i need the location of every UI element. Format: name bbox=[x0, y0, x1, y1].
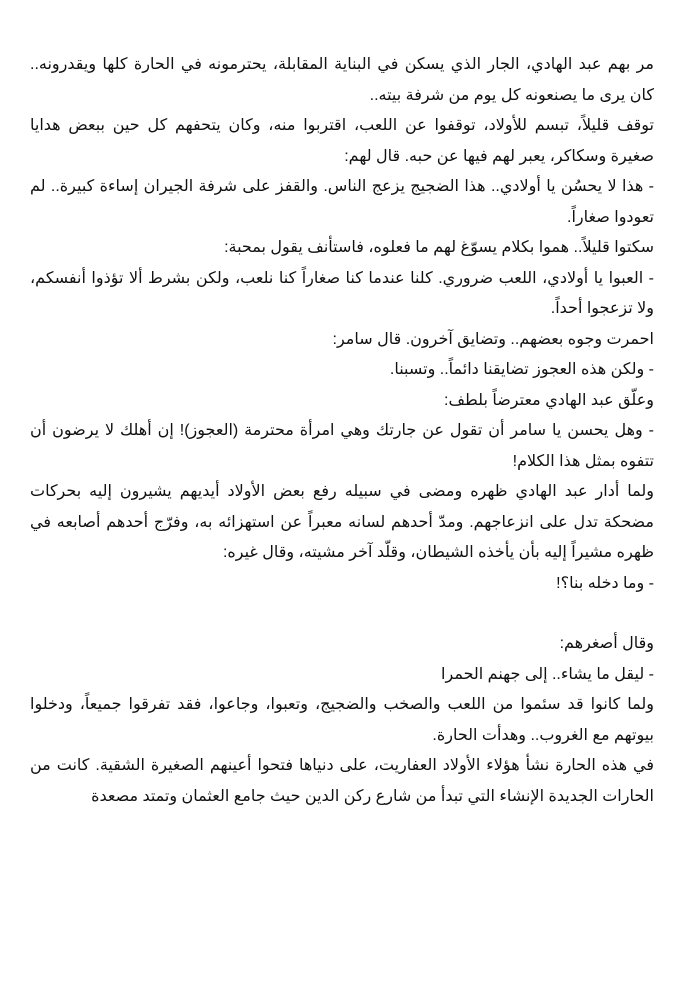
paragraph-mockery: ولما أدار عبد الهادي ظهره ومضى في سبيله رفع بعض الأولاد أيديهم يشيرون إليه بحركات مضحكة تدل على انزعاجهم. ومدّ أحدهم لسانه معبراً عن استهزائه به، وفرّج أحدهم أصابعه في ظهره مشيراً إليه بأن يأخذه الشيطان، وقلّد آخر مشيته، وقال غيره: bbox=[30, 483, 654, 561]
paragraph-youngest: وقال أصغرهم: bbox=[559, 635, 654, 652]
paragraph-comment: وعلّق عبد الهادي معترضاً بلطف: bbox=[444, 391, 654, 409]
paragraph-silence: سكتوا قليلاً.. هموا بكلام يسوّغ لهم ما فعلوه، فاستأنف يقول بمحبة: bbox=[224, 239, 654, 256]
dialogue-line: - هذا لا يحسُن يا أولادي.. هذا الضجيج يزعج الناس. والقفز على شرفة الجيران إساءة كبيرة.. لم تعودوا صغاراً. bbox=[30, 178, 654, 226]
dialogue-line: - ولكن هذه العجوز تضايقنا دائماً.. وتسبنا. bbox=[389, 361, 654, 378]
paragraph-intro: مر بهم عبد الهادي، الجار الذي يسكن في البناية المقابلة، يحترمونه في الحارة كلها ويقدرونه.. كان يرى ما يصنعونه كل يوم من شرفة بيته.. bbox=[30, 56, 654, 104]
dialogue-line: - وما دخله بنا؟! bbox=[556, 574, 654, 592]
paragraph-neighborhood: في هذه الحارة نشأ هؤلاء الأولاد العفاريت، على دنياها فتحوا أعينهم الصغيرة الشقية. كانت من الحارات الجديدة الإنشاء التي تبدأ من شارع ركن الدين حيث جامع العثمان وتمتد مصعدة bbox=[30, 757, 654, 805]
paragraph-greeting: توقف قليلاً، تبسم للأولاد، توقفوا عن اللعب، اقتربوا منه، وكان يتحفهم كل حين ببعض هدايا صغيرة وسكاكر، يعبر لهم فيها عن حبه. قال لهم: bbox=[30, 117, 654, 165]
paragraph-dispersal: ولما كانوا قد سئموا من اللعب والصخب والضجيج، وتعبوا، وجاعوا، فقد تفرقوا جميعاً، ودخلوا بيوتهم مع الغروب.. وهدأت الحارة. bbox=[30, 696, 654, 744]
dialogue-line: - العبوا يا أولادي، اللعب ضروري. كلنا عندما كنا صغاراً كنا نلعب، ولكن بشرط ألا تؤذوا أنفسكم، ولا تزعجوا أحداً. bbox=[30, 269, 654, 317]
dialogue-line: - وهل يحسن يا سامر أن تقول عن جارتك وهي امرأة محترمة (العجوز)! إن أهلك لا يرضون أن تتفوه بمثل هذا الكلام! bbox=[30, 422, 654, 470]
paragraph-reaction: احمرت وجوه بعضهم.. وتضايق آخرون. قال سامر: bbox=[332, 330, 654, 348]
dialogue-line: - ليقل ما يشاء.. إلى جهنم الحمرا bbox=[441, 665, 654, 683]
document-page bbox=[30, 50, 654, 812]
paragraph-spacer bbox=[30, 599, 654, 629]
